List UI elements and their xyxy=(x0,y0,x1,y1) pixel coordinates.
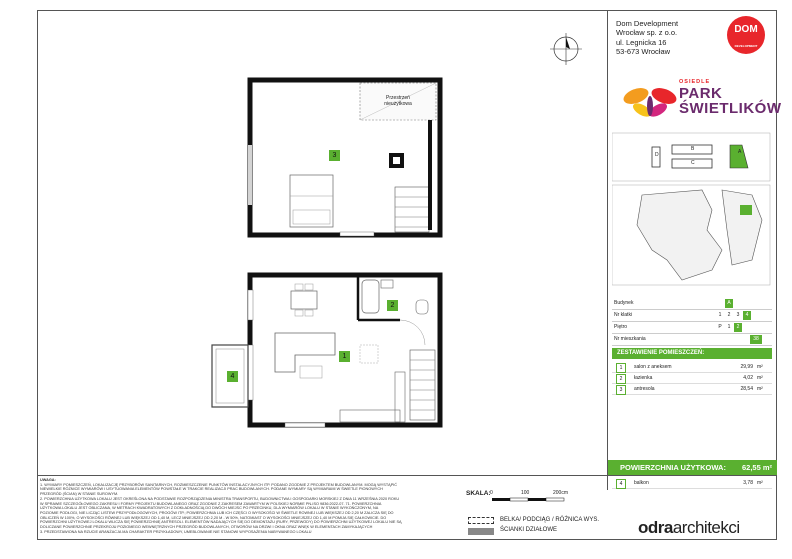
notes-line: DOLICZANE POWIERZCHNIE PRZEKROJU POZIOMEGO WEWNĘTRZNYCH PRZEGRÓD BUDOWLANYCH, OTWORÓW NA DRZWI I OKNA ORAZ WNĘK W ELEMENTACH ZAMYKAJĄCYCH xyxy=(40,525,373,530)
room-number: 4 xyxy=(616,479,626,489)
sidebar-divider xyxy=(607,10,608,490)
notes xyxy=(40,478,460,534)
notes-line: W SPRAWIE SZCZEGÓŁOWEGO ZAKRESU I FORMY PROJEKTU BUDOWLANEGO ORAZ ZGODNIE Z ZAKRESEM ZAWARTYM W POLSKIEJ NORMIE PN-ISO 9836:2022-07. 71. POWIERZCHNIA xyxy=(40,501,382,506)
room-row xyxy=(612,373,772,384)
info-value: 1 xyxy=(727,324,731,330)
info-label: Nr mieszkania xyxy=(614,336,646,342)
info-label: Nr klatki xyxy=(614,312,633,318)
notes-line: 2. POWIERZCHNIA UŻYTKOWA LOKALU JEST OKREŚLONA NA PODSTAWIE ROZPORZĄDZENIA MINISTRA TRANSPORTU, BUDOWNICTWA I GOSPODARKI MORSKIEJ Z DNIA 11 WRZEŚNIA 2020 ROKU xyxy=(40,496,400,501)
room-unit: m² xyxy=(757,480,763,486)
lower-level xyxy=(212,275,440,427)
notes-line: 1. WYMIARY POMIESZCZEŃ, LOKALIZACJĘ PRZYBORÓW SANITARNYCH, ROZMIESZCZENIE PUNKTÓW INSTALACYJNYCH ITP. PODANO ZGODNIE Z PROJEKTEM BUDOWLANYM. MOGĄ WYSTĄPIĆ xyxy=(40,482,398,487)
room-unit: m² xyxy=(757,375,763,381)
total-label: POWIERZCHNIA UŻYTKOWA: xyxy=(620,463,726,472)
room-name: balkon xyxy=(634,480,649,486)
project-logo-small: OSIEDLE xyxy=(679,79,711,85)
beam-legend-swatch xyxy=(468,517,494,524)
room-name: salon z aneksem xyxy=(634,364,672,370)
architect-logo-bold: odra xyxy=(638,518,673,537)
scale-label: SKALA: xyxy=(466,490,491,497)
logo-subtext: DEVELOPMENT xyxy=(734,44,758,48)
architect-logo xyxy=(638,518,740,538)
company-line: ul. Legnicka 16 xyxy=(616,37,667,47)
scale-tick: 200cm xyxy=(553,490,569,496)
info-value: 1 xyxy=(718,312,722,318)
room-name: antresola xyxy=(634,386,655,392)
info-row-staircase xyxy=(612,310,772,322)
room-area: 28,54 xyxy=(740,386,753,392)
room-tag: 3 xyxy=(329,150,340,161)
info-value: 2 xyxy=(727,312,731,318)
info-row-floor xyxy=(612,322,772,334)
storage-label-line1: Przestrzeń xyxy=(386,95,410,101)
usable-area-total xyxy=(608,460,777,475)
info-value: 3 xyxy=(736,312,740,318)
storage-label xyxy=(375,95,421,107)
project-logo-line1: PARK xyxy=(679,84,723,102)
dom-development-logo xyxy=(727,16,765,54)
site-map-label-c: C xyxy=(691,160,695,166)
footer-divider xyxy=(37,475,777,476)
notes-line: OBLICZEŃ W 100%, O WYSOKOŚCI RÓWNEJ LUB WIĘKSZEJ OD 1,40 M, LECZ MNIEJSZEJ OD 2,20 M - W 50%, NATOMIAST O WYSOKOŚCI MNIEJSZEJ OD 1,40 M POMIJA SIĘ CAŁKOWICIE. DO xyxy=(40,515,387,520)
apartment-info-table xyxy=(612,298,772,346)
site-map-label-a: A xyxy=(738,149,742,155)
total-value: 62,55 m² xyxy=(742,463,773,472)
notes-line: UŻYTKOWA LOKALU JEST OBLICZANA, W METRACH KWADRATOWYCH Z DOKŁADNOŚCIĄ DO DWÓCH MIEJSC PO PRZECINKU, DLA WYMIARÓW LOKALU W STANIE WYKOŃCZONYM, NA xyxy=(40,506,379,511)
scale-tick: 0 xyxy=(490,490,493,496)
room-area: 4,02 xyxy=(743,375,753,381)
info-value-selected: 4 xyxy=(743,311,751,320)
room-unit: m² xyxy=(757,386,763,392)
scale-tick: 100 xyxy=(521,490,530,496)
room-name: łazienka xyxy=(634,375,653,381)
company-address xyxy=(616,19,678,56)
room-number: 3 xyxy=(616,385,626,395)
room-area: 29,99 xyxy=(740,364,753,370)
info-label: Piętro xyxy=(614,324,628,330)
site-map-label-b: B xyxy=(691,146,695,152)
company-line: Dom Development xyxy=(616,19,679,28)
notes-line: NIEWIELKIE RÓŻNICE WYMIARÓW I USYTUOWANIA ELEMENTÓW POWSTAŁE W TRAKCIE REALIZACJI PRAC BUDOWLANYCH. PODANE WYMIARY SĄ WYMIARAMI W ŚWIETLE PIONOWYCH xyxy=(40,487,383,492)
room-number: 2 xyxy=(616,374,626,384)
room-row xyxy=(612,384,772,395)
room-row xyxy=(612,362,772,373)
info-row-apartment xyxy=(612,334,772,346)
notes-line: 3. PRZEDSTAWIONA NA RZUCIE ARANŻACJA MA CHARAKTER PRZYKŁADOWY, UMEBLOWANIE NIE STANOWI WYPOSAŻENIA NABYWANEGO LOKALU xyxy=(40,529,312,534)
project-logo-line2: ŚWIETLIKÓW xyxy=(679,99,782,117)
notes-line: POWIERZCHNI UŻYTKOWEJ LOKALU WLICZA SIĘ POWIERZCHNIĘ ANTRESOLI. ELEMENTÓW NADAJĄCYCH SIĘ DO DEMONTAŻU (RURY, PRZEWODY) DO POWIERZCHNI UŻYTKOWEJ LOKALU NIE SĄ xyxy=(40,520,402,525)
info-row-building xyxy=(612,298,772,310)
company-line: 53-673 Wrocław xyxy=(616,46,671,56)
room-tag: 4 xyxy=(227,371,238,382)
notes-title: UWAGA: xyxy=(40,478,56,482)
info-label: Budynek xyxy=(614,300,634,306)
info-value: A xyxy=(725,299,733,308)
walls-legend-label: ŚCIANKI DZIAŁOWE xyxy=(500,527,558,533)
room-unit: m² xyxy=(757,364,763,370)
site-map-label-d: D xyxy=(655,152,659,158)
balcony-row xyxy=(612,478,772,489)
notes-line: POZIOMIE PODŁOGI, NIE LICZĄC LISTEW PRZYPODŁOGOWYCH, PROGÓW ITP.; POWIERZCHNIA LUB ICH CZĘŚCI O WYSOKOŚCI W ŚWIETLE ROWNEJ LUB WIĘKSZEJ OD 2,20 M ZALICZA SIĘ DO xyxy=(40,510,394,515)
rooms-summary-title: ZESTAWIENIE POMIESZCZEŃ: xyxy=(612,348,772,359)
logo-text: DOM xyxy=(734,24,758,35)
room-tag: 2 xyxy=(387,300,398,311)
beam-legend-label: BELKA/ PODCIĄG / RÓŻNICA WYS. xyxy=(500,517,600,523)
storage-label-line2: nieużytkowa xyxy=(384,101,412,107)
site-map xyxy=(612,130,772,290)
notes-line: PRZEGRÓD (ŚCIAN) W STANIE SUROWYM. xyxy=(40,492,119,497)
room-tag: 1 xyxy=(339,351,350,362)
company-line: Wrocław sp. z o.o. xyxy=(616,28,678,38)
room-number: 1 xyxy=(616,363,626,373)
compass-icon xyxy=(550,33,582,65)
info-value-selected: 2 xyxy=(734,323,742,332)
room-area: 3,78 xyxy=(743,480,753,486)
walls-legend-swatch xyxy=(468,528,494,535)
architect-logo-rest: architekci xyxy=(672,518,740,537)
info-value: 38 xyxy=(750,335,762,344)
info-value: P xyxy=(718,324,722,330)
project-logo-text xyxy=(679,80,782,116)
